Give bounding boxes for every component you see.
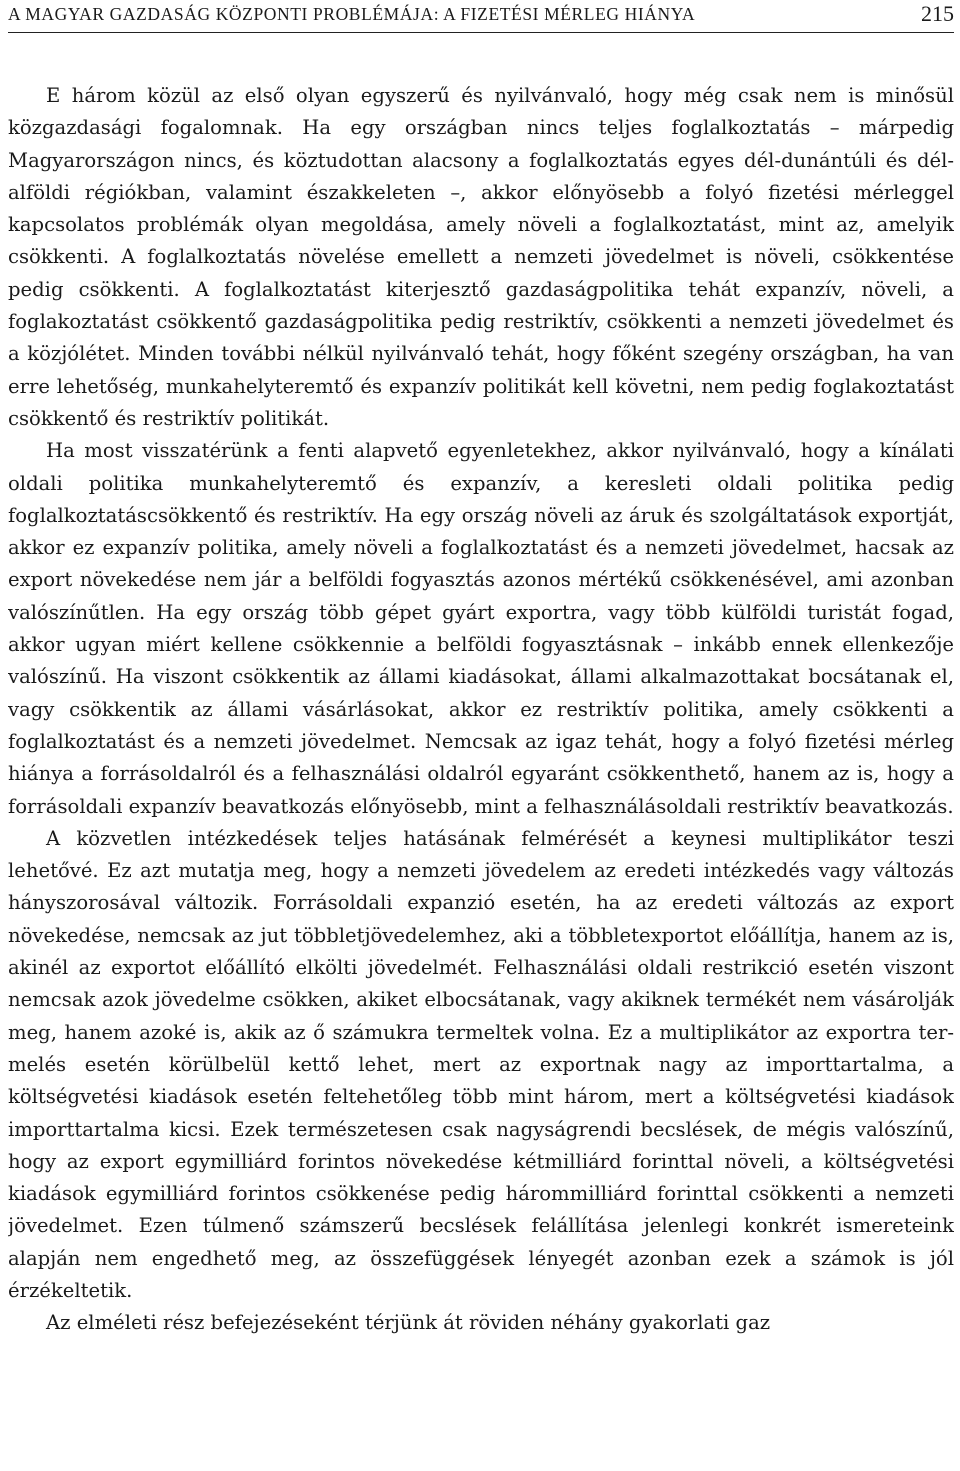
paragraph-2: Ha most visszatérünk a fenti alapvető egyenletekhez, akkor nyilvánvaló, hogy a kínálati oldali politika munkahelyteremtő és expanzív, a keresleti oldali politika pedig foglalkoztatáscsökkentő és restriktív. Ha egy ország növeli az áruk és szolgáltatások exportját, akkor ez expanzív politika, amely növeli a foglalkoztatást és a nemzeti jövedelmet, hacsak az export növekedése nem jár a belföldi fogyasztás azonos mértékű csökkenésével, ami azonban valószínűtlen. Ha egy ország több gépet gyárt exportra, vagy több külföldi turistát fogad, akkor ugyan miért kellene csökkennie a belföldi fogyasztásnak – inkább ennek ellenkezője valószínű. Ha viszont csökkentik az állami kiadásokat, állami alkalmazottakat bocsátanak el, vagy csökkentik az állami vásárlásokat, akkor ez restriktív politika, amely csökkenti a foglalkoztatást és a nemzeti jövedelmet. Nemcsak az igaz tehát, hogy a folyó fizetési mérleg hiánya a forrásoldalról és a felhasználási oldalról egyaránt csökkenthető, hanem az is, hogy a forrásoldali expanzív beavatkozás előnyösebb, mint a felhasználásoldali restriktív beavatkozás. — [8, 439, 954, 818]
running-title: A MAGYAR GAZDASÁG KÖZPONTI PROBLÉMÁJA: A FIZETÉSI MÉRLEG HIÁNYA — [8, 4, 696, 24]
paragraph-4: Az elméleti rész befejezéseként térjünk át röviden néhány gyakorlati gaz — [46, 1311, 771, 1335]
paragraph-3: A közvetlen intézkedések teljes hatásának felmérését a keynesi multiplikátor teszi lehetővé. Ez azt mutatja meg, hogy a nemzeti jövedelem az eredeti intézkedés vagy változás hányszorosával változik. Forrásoldali expanzió esetén, ha az eredeti változás az export növekedése, nemcsak az jut többletjövedelemhez, aki a többletexportot előállítja, hanem az is, akinél az exportot előállító elkölti jövedelmét. Felhasználási oldali restrikció esetén viszont nemcsak azok jövedelme csökken, akiket elbocsátanak, vagy akiknek termékét nem vásárolják meg, hanem azoké is, akik az ő számukra termeltek volna. Ez a multiplikátor az exportra termelés esetén körülbelül kettő lehet, mert az exportnak nagy az importtartalma, a költségvetési kiadások esetén feltehetőleg több mint három, mert a költségvetési kiadások importtartalma kicsi. Ezek természetesen csak nagyságrendi becslések, de mégis valószínű, hogy az export egymilliárd forintos növekedése kétmilliárd forinttal növeli, a költségvetési kiadások egymilliárd forintos csökkenése pedig hárommilliárd forinttal csökkenti a nemzeti jövedelmet. Ezen túlmenő számszerű becslések felállítása jelenlegi konkrét ismereteink alapján nem engedhető meg, az összefüggések lényegét azonban ezek a számok is jól érzékeltetik. — [8, 826, 954, 1302]
body-text — [8, 80, 954, 1340]
document-page — [8, 0, 954, 1471]
page-number: 215 — [921, 1, 954, 26]
paragraph-1: E három közül az első olyan egyszerű és nyilvánvaló, hogy még csak nem is minősül közgazdasági fogalomnak. Ha egy országban nincs teljes foglalkoztatás – márpedig Magyarországon nincs, és köztudottan alacsony a foglalkoztatás egyes dél-dunántúli és dél-alföldi régiókban, valamint északkeleten –, akkor előnyösebb a folyó fizetési mérleggel kapcsolatos problémák olyan megoldása, amely növeli a foglalkoztatást, mint az, amelyik csökkenti. A foglalkoztatás növelése emellett a nemzeti jövedelmet is növeli, csökkentése pedig csökkenti. A foglalkoztatást kiterjesztő gazdaságpolitika tehát expanzív, növeli, a foglakoztatást csökkentő gazdaságpolitika pedig restriktív, csökkenti a nemzeti jövedelmet és a közjólétet. Minden további nélkül nyilvánvaló tehát, hogy főként szegény országban, ha van erre lehetőség, munkahelyteremtő és expanzív politikát kell követni, nem pedig foglakoztatást csökkentő és restriktív politikát. — [8, 84, 954, 430]
running-header — [8, 0, 954, 33]
